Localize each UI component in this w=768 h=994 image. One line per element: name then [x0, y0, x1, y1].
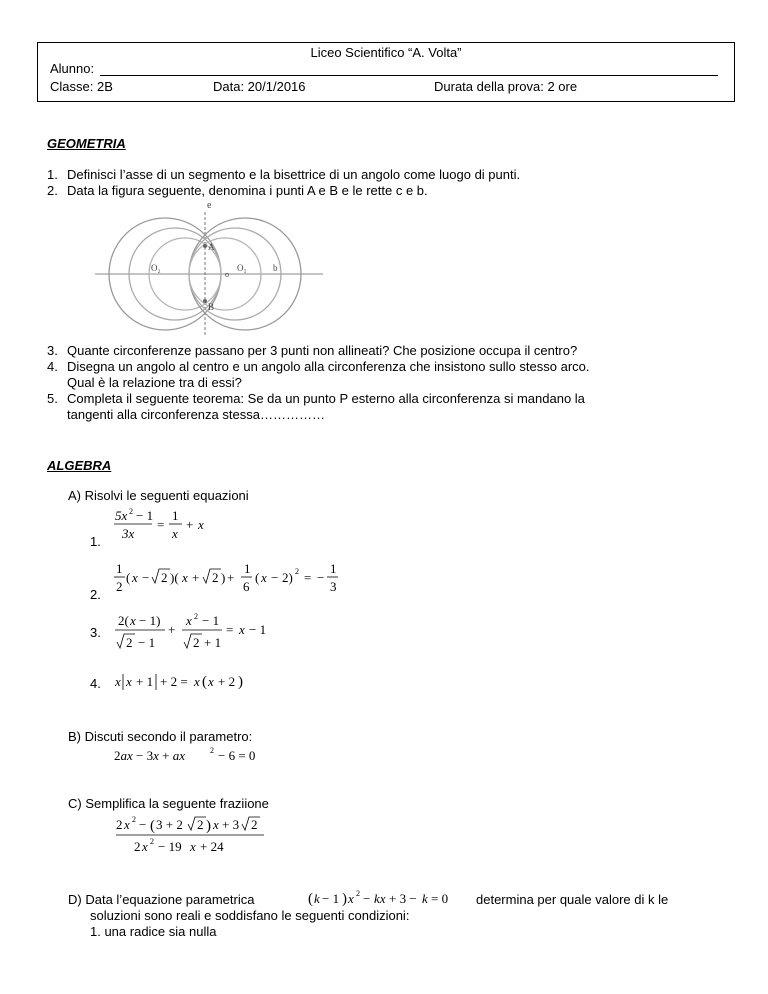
q4-text-a: Disegna un angolo al centro e un angolo alla circonferenza che insistono sullo stesso arco.: [67, 359, 590, 374]
equation-4: [112, 668, 272, 696]
alunno-label: Alunno:: [50, 61, 95, 76]
geometria-q2: 2. Data la figura seguente, denomina i punti A e B e le rette c e b.: [47, 183, 428, 198]
svg-text:): ): [238, 674, 243, 690]
label-A: A: [208, 242, 215, 252]
label-B: B: [208, 302, 215, 312]
eq1-number: 1.: [90, 534, 101, 549]
d-text-b: determina per quale valore di k le: [476, 892, 669, 907]
svg-text:1: 1: [244, 561, 251, 576]
svg-text:(: (: [150, 818, 155, 834]
svg-text:x: x: [130, 613, 136, 628]
svg-text:+ 2: + 2: [218, 674, 236, 689]
svg-text:+: +: [227, 570, 235, 585]
equation-3: [112, 612, 282, 656]
eq2-number: 2.: [90, 587, 101, 602]
svg-text:kx: kx: [374, 891, 386, 906]
svg-text:+ 3: + 3: [222, 817, 240, 832]
d-condition-1: 1. una radice sia nulla: [90, 924, 217, 939]
classe-label: Classe: 2B: [50, 79, 113, 94]
q4-text-b: Qual è la relazione tra di essi?: [67, 375, 242, 390]
svg-text:+ 24: + 24: [200, 839, 224, 854]
svg-text:2: 2: [194, 612, 198, 621]
a-label: A): [68, 488, 81, 503]
svg-text:− 1: − 1: [249, 622, 267, 637]
c-label: C): [68, 796, 82, 811]
svg-text:1: 1: [116, 561, 123, 576]
svg-text:2: 2: [134, 839, 141, 854]
svg-text:2: 2: [126, 635, 133, 650]
svg-text:2: 2: [161, 570, 168, 585]
svg-text:6: 6: [243, 579, 250, 594]
svg-text:): ): [342, 891, 347, 907]
d-text-a: Data l’equazione parametrica: [85, 892, 255, 907]
school-name: Liceo Scientifico “A. Volta”: [310, 45, 462, 60]
svg-text:2: 2: [251, 817, 258, 832]
svg-text:x: x: [126, 674, 132, 689]
svg-text:x: x: [198, 517, 204, 532]
svg-text:− 6 = 0: − 6 = 0: [218, 748, 256, 763]
svg-text:2: 2: [356, 889, 360, 898]
svg-text:1: 1: [330, 561, 337, 576]
svg-text:x: x: [132, 570, 138, 585]
svg-text:+ 1: + 1: [204, 635, 222, 650]
svg-text:=: =: [157, 517, 165, 532]
svg-text:x: x: [208, 674, 214, 689]
svg-text:− 1: − 1: [136, 508, 154, 523]
svg-text:+ 2 =: + 2 =: [160, 674, 188, 689]
date-label: Data: 20/1/2016: [213, 79, 306, 94]
geometria-q1: 1. Definisci l’asse di un segmento e la bisettrice di un angolo come luogo di punti.: [47, 167, 521, 182]
svg-text:(: (: [126, 570, 131, 585]
a-text: Risolvi le seguenti equazioni: [84, 488, 249, 503]
q3-text: Quante circonferenze passano per 3 punti non allineati? Che posizione occupa il centro?: [67, 343, 578, 358]
point-B: [203, 299, 207, 303]
svg-text:2: 2: [295, 567, 299, 576]
equation-b: [112, 744, 282, 766]
geometria-q5: 5. Completa il seguente teorema: Se da un punto P esterno alla circonferenza si mandano la tangenti alla circonferenza stessa……………: [47, 391, 585, 422]
equation-1: [112, 505, 232, 549]
svg-text:x: x: [186, 613, 192, 628]
q5-text-a: Completa il seguente teorema: Se da un punto P esterno alla circonferenza si mandano la: [67, 391, 585, 406]
svg-text:− 1): − 1): [139, 613, 161, 628]
algebra-title: ALGEBRA: [47, 458, 112, 473]
svg-text:+ 1: + 1: [136, 674, 154, 689]
svg-text:+: +: [168, 622, 176, 637]
svg-text:2(: 2(: [118, 613, 129, 628]
svg-text:−: −: [317, 570, 325, 585]
algebra-c: [68, 796, 269, 812]
equation-2: [112, 558, 362, 602]
q5-text-b: tangenti alla circonferenza stessa……………: [67, 407, 325, 422]
svg-text:3 + 2: 3 + 2: [156, 817, 183, 832]
algebra-b: [68, 729, 252, 745]
eq3-number: 3.: [90, 625, 101, 640]
svg-text:x: x: [190, 839, 196, 854]
geometria-q3: 3. Quante circonferenze passano per 3 punti non allineati? Che posizione occupa il centro?: [47, 343, 578, 358]
b-label: B): [68, 729, 81, 744]
svg-text:− 1: − 1: [322, 891, 340, 906]
svg-text:−: −: [363, 891, 371, 906]
svg-text:3: 3: [330, 579, 337, 594]
svg-text:2: 2: [212, 570, 219, 585]
eq4-number: 4.: [90, 676, 101, 691]
svg-text:2: 2: [129, 507, 133, 516]
svg-text:): ): [221, 570, 226, 585]
svg-text:+: +: [186, 517, 194, 532]
algebra-a: [68, 488, 249, 504]
svg-text:2ax − 3x + ax: 2ax − 3x + ax: [114, 748, 186, 763]
svg-text:x: x: [194, 674, 200, 689]
svg-text:=: =: [226, 622, 234, 637]
svg-text:−: −: [271, 570, 279, 585]
svg-text:3x: 3x: [122, 526, 135, 541]
svg-text:)(: )(: [170, 570, 179, 585]
label-O2: O₂: [151, 263, 161, 273]
svg-text:(: (: [308, 891, 313, 907]
svg-text:1: 1: [172, 508, 179, 523]
alunno-field-line: [100, 75, 718, 76]
svg-text:2: 2: [193, 635, 200, 650]
svg-text:−: −: [139, 817, 147, 832]
geometria-q4: 4. Disegna un angolo al centro e un angolo alla circonferenza che insistono sullo stesso arco. Qual è la relazione tra di essi?: [47, 359, 590, 390]
point-A: [203, 244, 207, 248]
svg-text:x: x: [172, 526, 178, 541]
label-e: e: [207, 200, 212, 211]
svg-text:(: (: [255, 570, 260, 585]
svg-text:x: x: [115, 674, 121, 689]
svg-text:x: x: [261, 570, 267, 585]
svg-text:x: x: [239, 622, 245, 637]
svg-text:x: x: [142, 839, 148, 854]
svg-text:k: k: [314, 891, 320, 906]
svg-text:−: −: [142, 570, 150, 585]
svg-text:5x: 5x: [115, 508, 128, 523]
svg-text:x: x: [124, 817, 130, 832]
svg-text:2): 2): [282, 570, 293, 585]
geometria-title: GEOMETRIA: [47, 136, 126, 151]
q2-text: Data la figura seguente, denomina i punti A e B e le rette c e b.: [67, 183, 428, 198]
svg-text:− 19: − 19: [158, 839, 182, 854]
svg-text:− 1: − 1: [202, 613, 220, 628]
label-o: o: [225, 270, 229, 279]
svg-text:2: 2: [210, 746, 214, 755]
svg-text:2: 2: [132, 815, 136, 824]
svg-text:+ 3 −: + 3 −: [389, 891, 417, 906]
c-text: Semplifica la seguente fraziione: [85, 796, 269, 811]
header-box: [37, 42, 735, 102]
svg-text:2: 2: [150, 837, 154, 846]
svg-text:− 1: − 1: [138, 635, 156, 650]
svg-text:x: x: [348, 891, 354, 906]
q1-text: Definisci l’asse di un segmento e la bisettrice di un angolo come luogo di punti.: [67, 167, 521, 182]
svg-text:2: 2: [116, 579, 123, 594]
d-text-c: soluzioni sono reali e soddisfano le seguenti condizioni:: [90, 908, 410, 923]
svg-text:k: k: [422, 891, 428, 906]
label-O1: O₁: [237, 263, 247, 273]
svg-text:+: +: [192, 570, 200, 585]
equation-d: [306, 886, 476, 910]
duration-label: Durata della prova: 2 ore: [434, 79, 578, 94]
svg-text:=: =: [304, 570, 312, 585]
d-label: D): [68, 892, 82, 907]
label-b: b: [273, 263, 278, 273]
svg-text:2: 2: [197, 817, 204, 832]
svg-text:): ): [206, 818, 211, 834]
svg-text:x: x: [213, 817, 219, 832]
b-text: Discuti secondo il parametro:: [84, 729, 253, 744]
geometry-figure: [95, 198, 325, 338]
svg-text:2: 2: [116, 817, 123, 832]
fraction-c: [112, 812, 282, 858]
svg-text:= 0: = 0: [431, 891, 449, 906]
svg-text:x: x: [182, 570, 188, 585]
svg-text:(: (: [202, 674, 207, 690]
